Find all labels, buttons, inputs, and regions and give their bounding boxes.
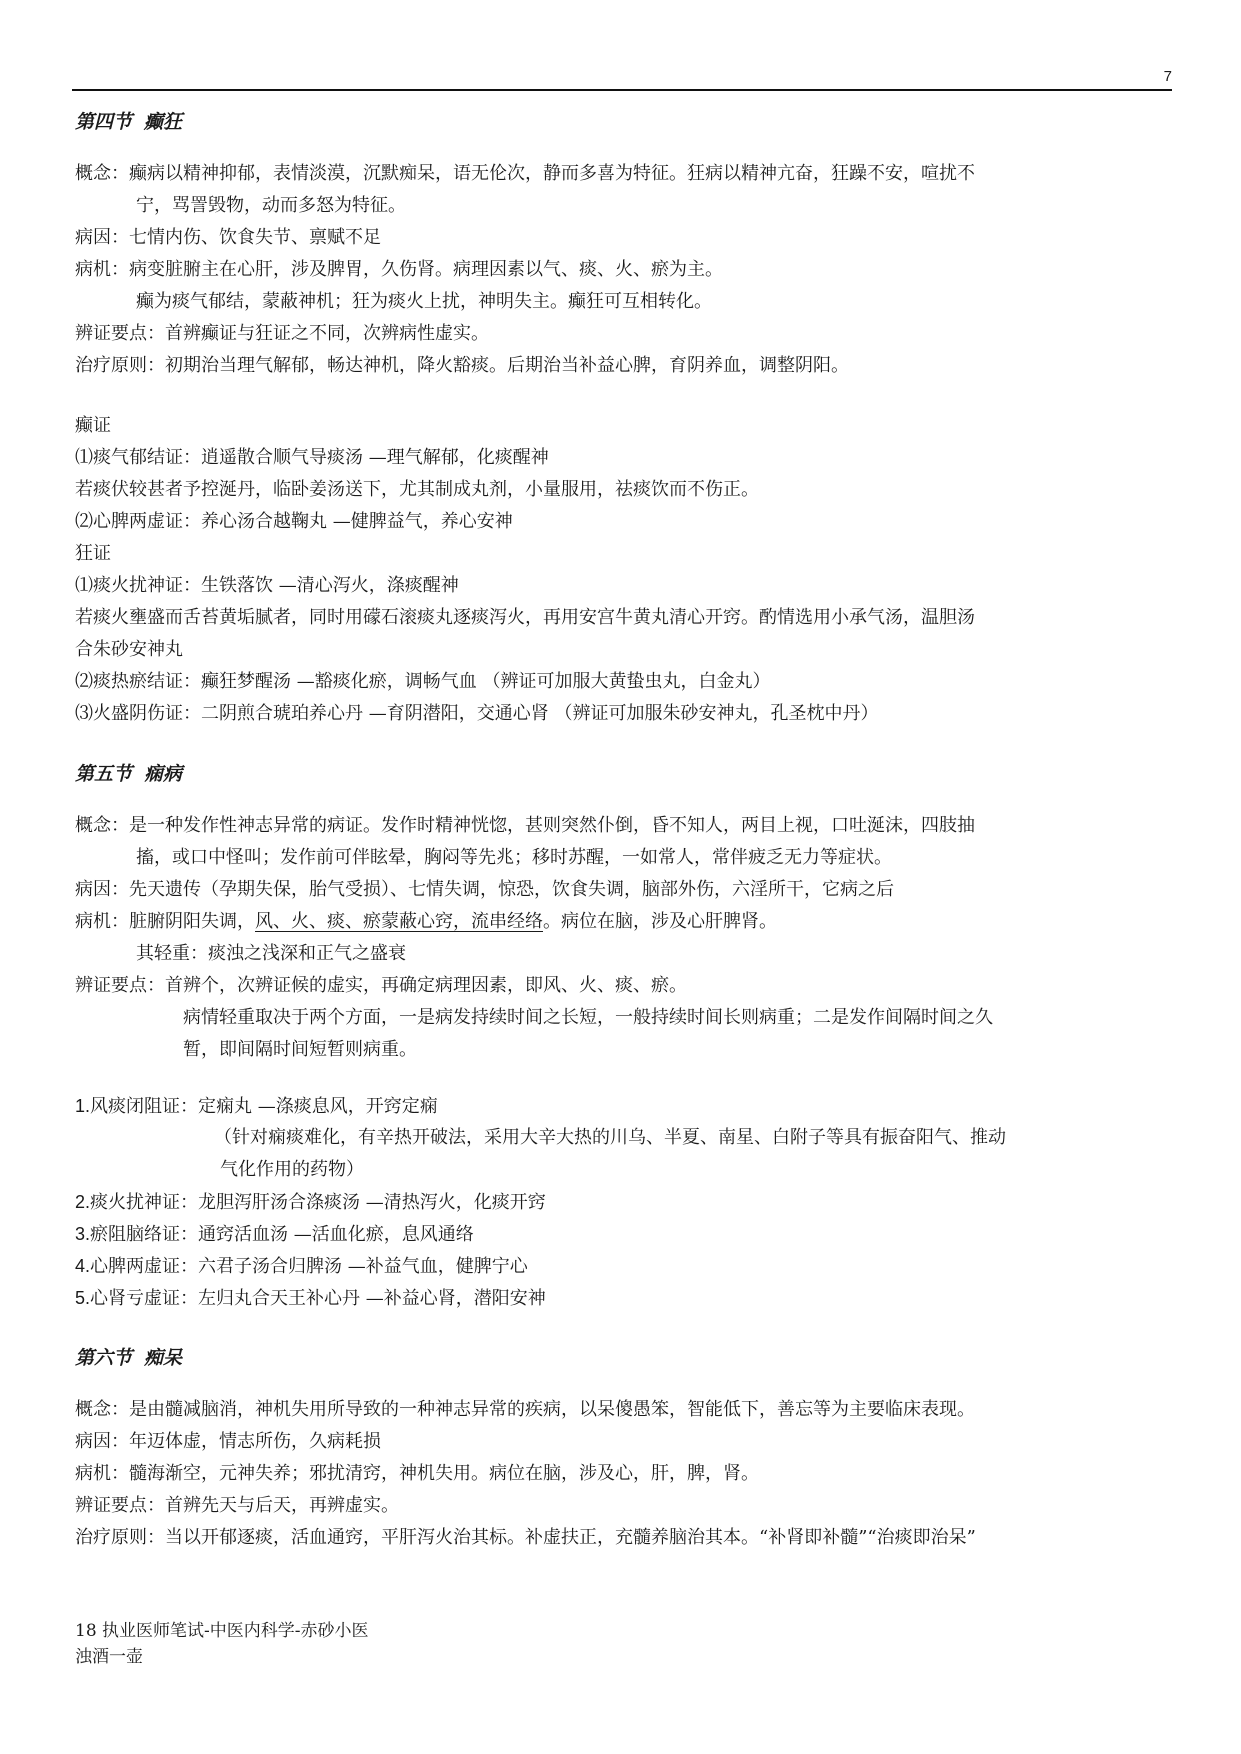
cause-line: 病因：先天遗传（孕期失保，胎气受损）、七情失调，惊恐，饮食失调，脑部外伤，六淫所干，它病之后: [75, 879, 894, 900]
cause-line: 病因：七情内伤、饮食失节、禀赋不足: [75, 227, 381, 248]
document-body: [75, 106, 1175, 1554]
pattern-note: 若痰火壅盛而舌苔黄垢腻者，同时用礞石滚痰丸逐痰泻火，再用安宫牛黄丸清心开窍。酌情选用小承气汤，温胆汤: [75, 607, 975, 628]
diagnosis-line: 辨证要点：首辨先天与后天，再辨虚实。: [75, 1495, 399, 1516]
list-item-note: 气化作用的药物）: [220, 1159, 364, 1180]
list-number: 1.: [75, 1096, 91, 1116]
concept-line: 概念：是一种发作性神志异常的病证。发作时精神恍惚，甚则突然仆倒，昏不知人，两目上视，口吐涎沫，四肢抽: [75, 815, 975, 836]
list-text: 痰火扰神证：龙胆泻肝汤合涤痰汤 —清热泻火，化痰开窍: [90, 1192, 546, 1213]
mechanism-line: 病机：髓海渐空，元神失养；邪扰清窍，神机失用。病位在脑，涉及心，肝，脾，肾。: [75, 1463, 759, 1484]
footer-line: 18 执业医师笔试-中医内科学-赤砂小医: [75, 1621, 369, 1641]
list-number: 3.: [75, 1224, 91, 1244]
mechanism-line: [75, 906, 1175, 938]
list-item: [75, 1282, 1175, 1314]
page-number: 7: [1163, 68, 1172, 85]
list-text: 心脾两虚证：六君子汤合归脾汤 —补益气血，健脾宁心: [90, 1256, 528, 1277]
section-title: 癫狂: [144, 111, 183, 133]
mechanism-underlined: 风、火、痰、瘀蒙蔽心窍，流串经络: [255, 911, 543, 932]
pattern-line: ⑵痰热瘀结证：癫狂梦醒汤 —豁痰化瘀，调畅气血 （辨证可加服大黄蛰虫丸，白金丸）: [75, 671, 771, 692]
list-item: [75, 1090, 1175, 1122]
section-title: 痫病: [144, 763, 183, 785]
section-heading: [75, 106, 1175, 138]
concept-line: 概念：癫病以精神抑郁，表情淡漠，沉默痴呆，语无伦次，静而多喜为特征。狂病以精神亢奋，狂躁不安，喧扰不: [75, 163, 975, 184]
mechanism-line: 癫为痰气郁结，蒙蔽神机；狂为痰火上扰，神明失主。癫狂可互相转化。: [136, 291, 712, 312]
list-item: [75, 1218, 1175, 1250]
header-rule: [72, 89, 1172, 91]
section-title: 痴呆: [144, 1347, 183, 1369]
concept-line: 宁，骂詈毁物，动而多怒为特征。: [136, 195, 406, 216]
pattern-line: ⑵心脾两虚证：养心汤合越鞠丸 —健脾益气，养心安神: [75, 511, 513, 532]
section-label: 第六节: [75, 1347, 133, 1369]
footer-line: 浊酒一壶: [75, 1647, 143, 1667]
diagnosis-line: 病情轻重取决于两个方面，一是病发持续时间之长短，一般持续时间长则病重；二是发作间隔时间之久: [183, 1007, 993, 1028]
list-item-note: （针对痫痰难化，有辛热开破法，采用大辛大热的川乌、半夏、南星、白附子等具有振奋阳气、推动: [214, 1127, 1006, 1148]
section-label: 第四节: [75, 111, 133, 133]
list-number: 5.: [75, 1288, 91, 1308]
section-heading: [75, 758, 1175, 790]
pattern-note: 若痰伏较甚者予控涎丹，临卧姜汤送下，尤其制成丸剂，小量服用，祛痰饮而不伤正。: [75, 479, 759, 500]
page-footer: [75, 1618, 369, 1670]
pattern-note: 合朱砂安神丸: [75, 639, 183, 660]
mechanism-text: 。病位在脑，涉及心肝脾肾。: [543, 911, 777, 932]
concept-line: 搐，或口中怪叫；发作前可伴眩晕，胸闷等先兆；移时苏醒，一如常人，常伴疲乏无力等症状。: [136, 847, 892, 868]
list-text: 心肾亏虚证：左归丸合天王补心丹 —补益心肾，潜阳安神: [90, 1288, 546, 1309]
section-heading: [75, 1342, 1175, 1374]
mechanism-line: 病机：病变脏腑主在心肝，涉及脾胃，久伤肾。病理因素以气、痰、火、瘀为主。: [75, 259, 723, 280]
diagnosis-line: 暂，即间隔时间短暂则病重。: [183, 1039, 417, 1060]
mechanism-text: 病机：脏腑阴阳失调，: [75, 911, 255, 932]
list-item: [75, 1250, 1175, 1282]
list-number: 4.: [75, 1256, 91, 1276]
pattern-line: ⑴痰气郁结证：逍遥散合顺气导痰汤 —理气解郁，化痰醒神: [75, 447, 549, 468]
subheading-dian: 癫证: [75, 415, 111, 436]
section-label: 第五节: [75, 763, 133, 785]
treatment-line: 治疗原则：初期治当理气解郁，畅达神机，降火豁痰。后期治当补益心脾，育阴养血，调整阴阳。: [75, 355, 849, 376]
diagnosis-line: 辨证要点：首辨癫证与狂证之不同，次辨病性虚实。: [75, 323, 489, 344]
diagnosis-line: 辨证要点：首辨个，次辨证候的虚实，再确定病理因素，即风、火、痰、瘀。: [75, 975, 687, 996]
pattern-line: ⑶火盛阴伤证：二阴煎合琥珀养心丹 —育阴潜阳，交通心肾 （辨证可加服朱砂安神丸，孔圣枕中丹）: [75, 703, 879, 724]
mechanism-line: 其轻重：痰浊之浅深和正气之盛衰: [136, 943, 406, 964]
list-number: 2.: [75, 1192, 91, 1212]
subheading-kuang: 狂证: [75, 543, 111, 564]
list-item: [75, 1186, 1175, 1218]
list-text: 瘀阻脑络证：通窍活血汤 —活血化瘀，息风通络: [90, 1224, 474, 1245]
cause-line: 病因：年迈体虚，情志所伤，久病耗损: [75, 1431, 381, 1452]
treatment-line: 治疗原则：当以开郁逐痰，活血通窍，平肝泻火治其标。补虚扶正，充髓养脑治其本。“补肾即补髓”“治痰即治呆”: [75, 1527, 976, 1548]
list-text: 风痰闭阻证：定痫丸 —涤痰息风，开窍定痫: [90, 1096, 438, 1117]
pattern-line: ⑴痰火扰神证：生铁落饮 —清心泻火，涤痰醒神: [75, 575, 459, 596]
concept-line: 概念：是由髓减脑消，神机失用所导致的一种神志异常的疾病，以呆傻愚笨，智能低下，善忘等为主要临床表现。: [75, 1399, 975, 1420]
